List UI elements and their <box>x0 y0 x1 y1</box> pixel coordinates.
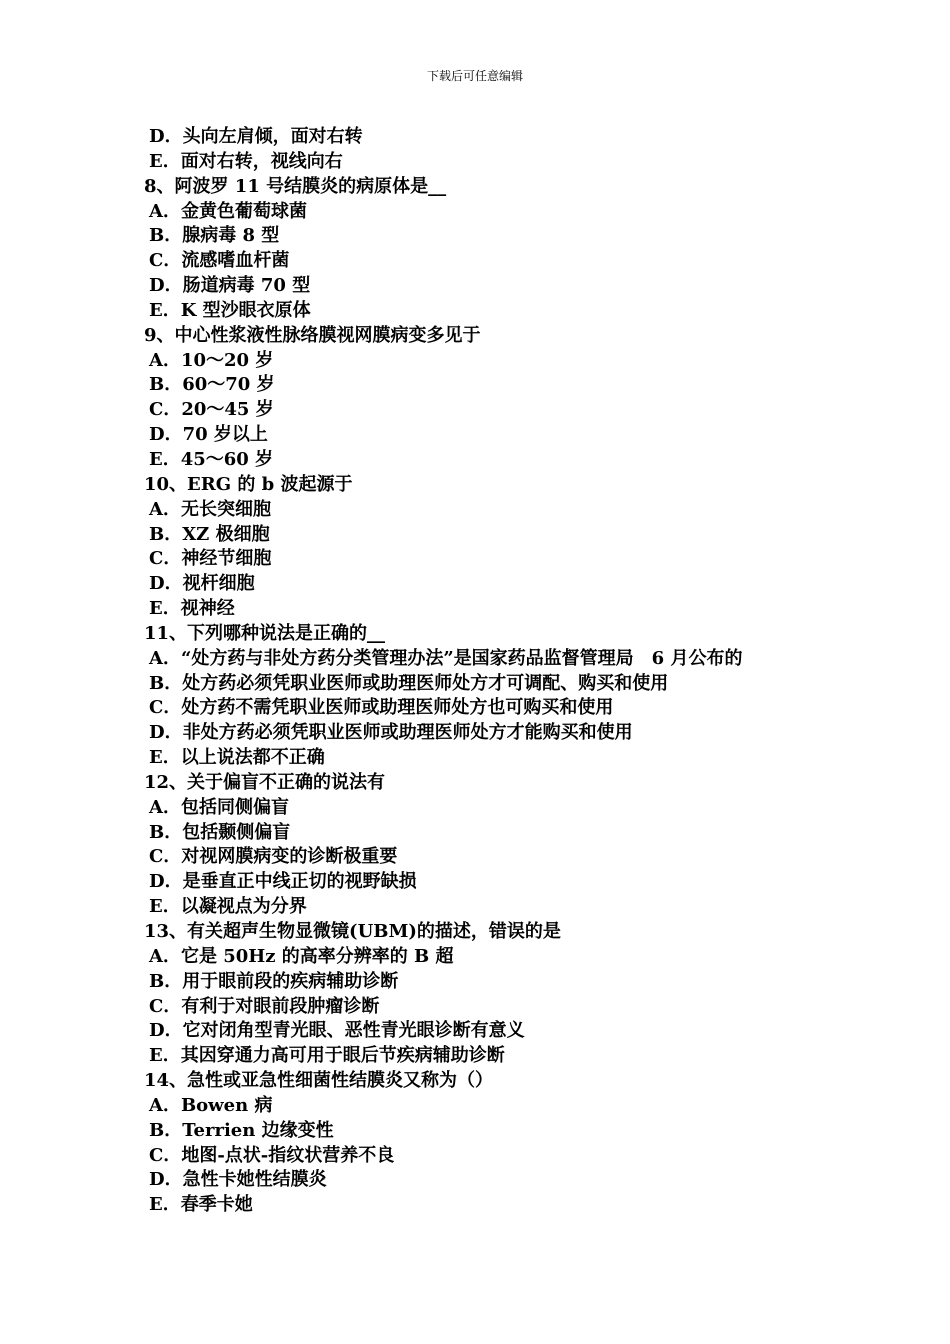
answer-option: D．非处方药必须凭职业医师或助理医师处方才能购买和使用 <box>149 722 633 744</box>
answer-option: B．Terrien 边缘变性 <box>149 1119 334 1141</box>
answer-option: A．“处方药与非处方药分类管理办法”是国家药品监督管理局 6 月公布的 <box>149 647 743 669</box>
answer-option: D．70 岁以上 <box>149 424 268 446</box>
answer-option: E．视神经 <box>149 598 235 620</box>
answer-option: D．它对闭角型青光眼、恶性青光眼诊断有意义 <box>149 1020 525 1042</box>
question-text: 12、关于偏盲不正确的说法有 <box>144 771 386 793</box>
answer-option: C．处方药不需凭职业医师或助理医师处方也可购买和使用 <box>149 697 614 719</box>
answer-option: D．头向左肩倾，面对右转 <box>149 126 363 147</box>
answer-option: A．10～20 岁 <box>149 349 274 371</box>
question-text: 8、阿波罗 11 号结膜炎的病原体是__ <box>144 175 447 197</box>
answer-option: B．用于眼前段的疾病辅助诊断 <box>149 970 399 992</box>
answer-option: A．它是 50Hz 的高率分辨率的 B 超 <box>149 945 454 967</box>
answer-option: C．神经节细胞 <box>149 548 272 570</box>
answer-option: E．以上说法都不正确 <box>149 747 325 769</box>
answer-option: D．视杆细胞 <box>149 573 255 595</box>
answer-option: B．XZ 极细胞 <box>149 523 270 545</box>
answer-option: E．45～60 岁 <box>149 448 274 470</box>
answer-option: A．金黄色葡萄球菌 <box>149 200 307 222</box>
question-text: 14、急性或亚急性细菌性结膜炎又称为（） <box>144 1070 494 1092</box>
answer-option: C．对视网膜病变的诊断极重要 <box>149 846 398 868</box>
answer-option: A．Bowen 病 <box>149 1094 273 1116</box>
question-text: 13、有关超声生物显微镜(UBM)的描述，错误的是 <box>144 921 561 942</box>
answer-option: E．以凝视点为分界 <box>149 896 307 918</box>
answer-option: C．流感嗜血杆菌 <box>149 250 290 272</box>
answer-option: B．处方药必须凭职业医师或助理医师处方才可调配、购买和使用 <box>149 672 669 694</box>
answer-option: D．急性卡她性结膜炎 <box>149 1169 327 1191</box>
question-text: 9、中心性浆液性脉络膜视网膜病变多见于 <box>144 324 481 346</box>
answer-option: E．K 型沙眼衣原体 <box>149 299 311 321</box>
answer-option: D．是垂直正中线正切的视野缺损 <box>149 871 417 893</box>
question-text: 10、ERG 的 b 波起源于 <box>144 473 353 495</box>
answer-option: A．无长突细胞 <box>149 498 271 520</box>
answer-option: B．包括颞侧偏盲 <box>149 821 291 843</box>
answer-option: C．有利于对眼前段肿瘤诊断 <box>149 995 380 1017</box>
answer-option: A．包括同侧偏盲 <box>149 796 289 818</box>
answer-option: B．60～70 岁 <box>149 374 275 396</box>
answer-option: C．20～45 岁 <box>149 399 274 421</box>
answer-option: D．肠道病毒 70 型 <box>149 275 311 297</box>
answer-option: B．腺病毒 8 型 <box>149 225 280 247</box>
answer-option: C．地图-点状-指纹状营养不良 <box>149 1144 395 1166</box>
page-header: 下载后可任意编辑 <box>426 69 523 83</box>
document-body <box>144 125 924 1218</box>
answer-option: E．春季卡她 <box>149 1194 253 1216</box>
question-text: 11、下列哪种说法是正确的__ <box>144 622 386 644</box>
answer-option: E．面对右转，视线向右 <box>149 150 343 172</box>
answer-option: E．其因穿通力高可用于眼后节疾病辅助诊断 <box>149 1045 505 1067</box>
